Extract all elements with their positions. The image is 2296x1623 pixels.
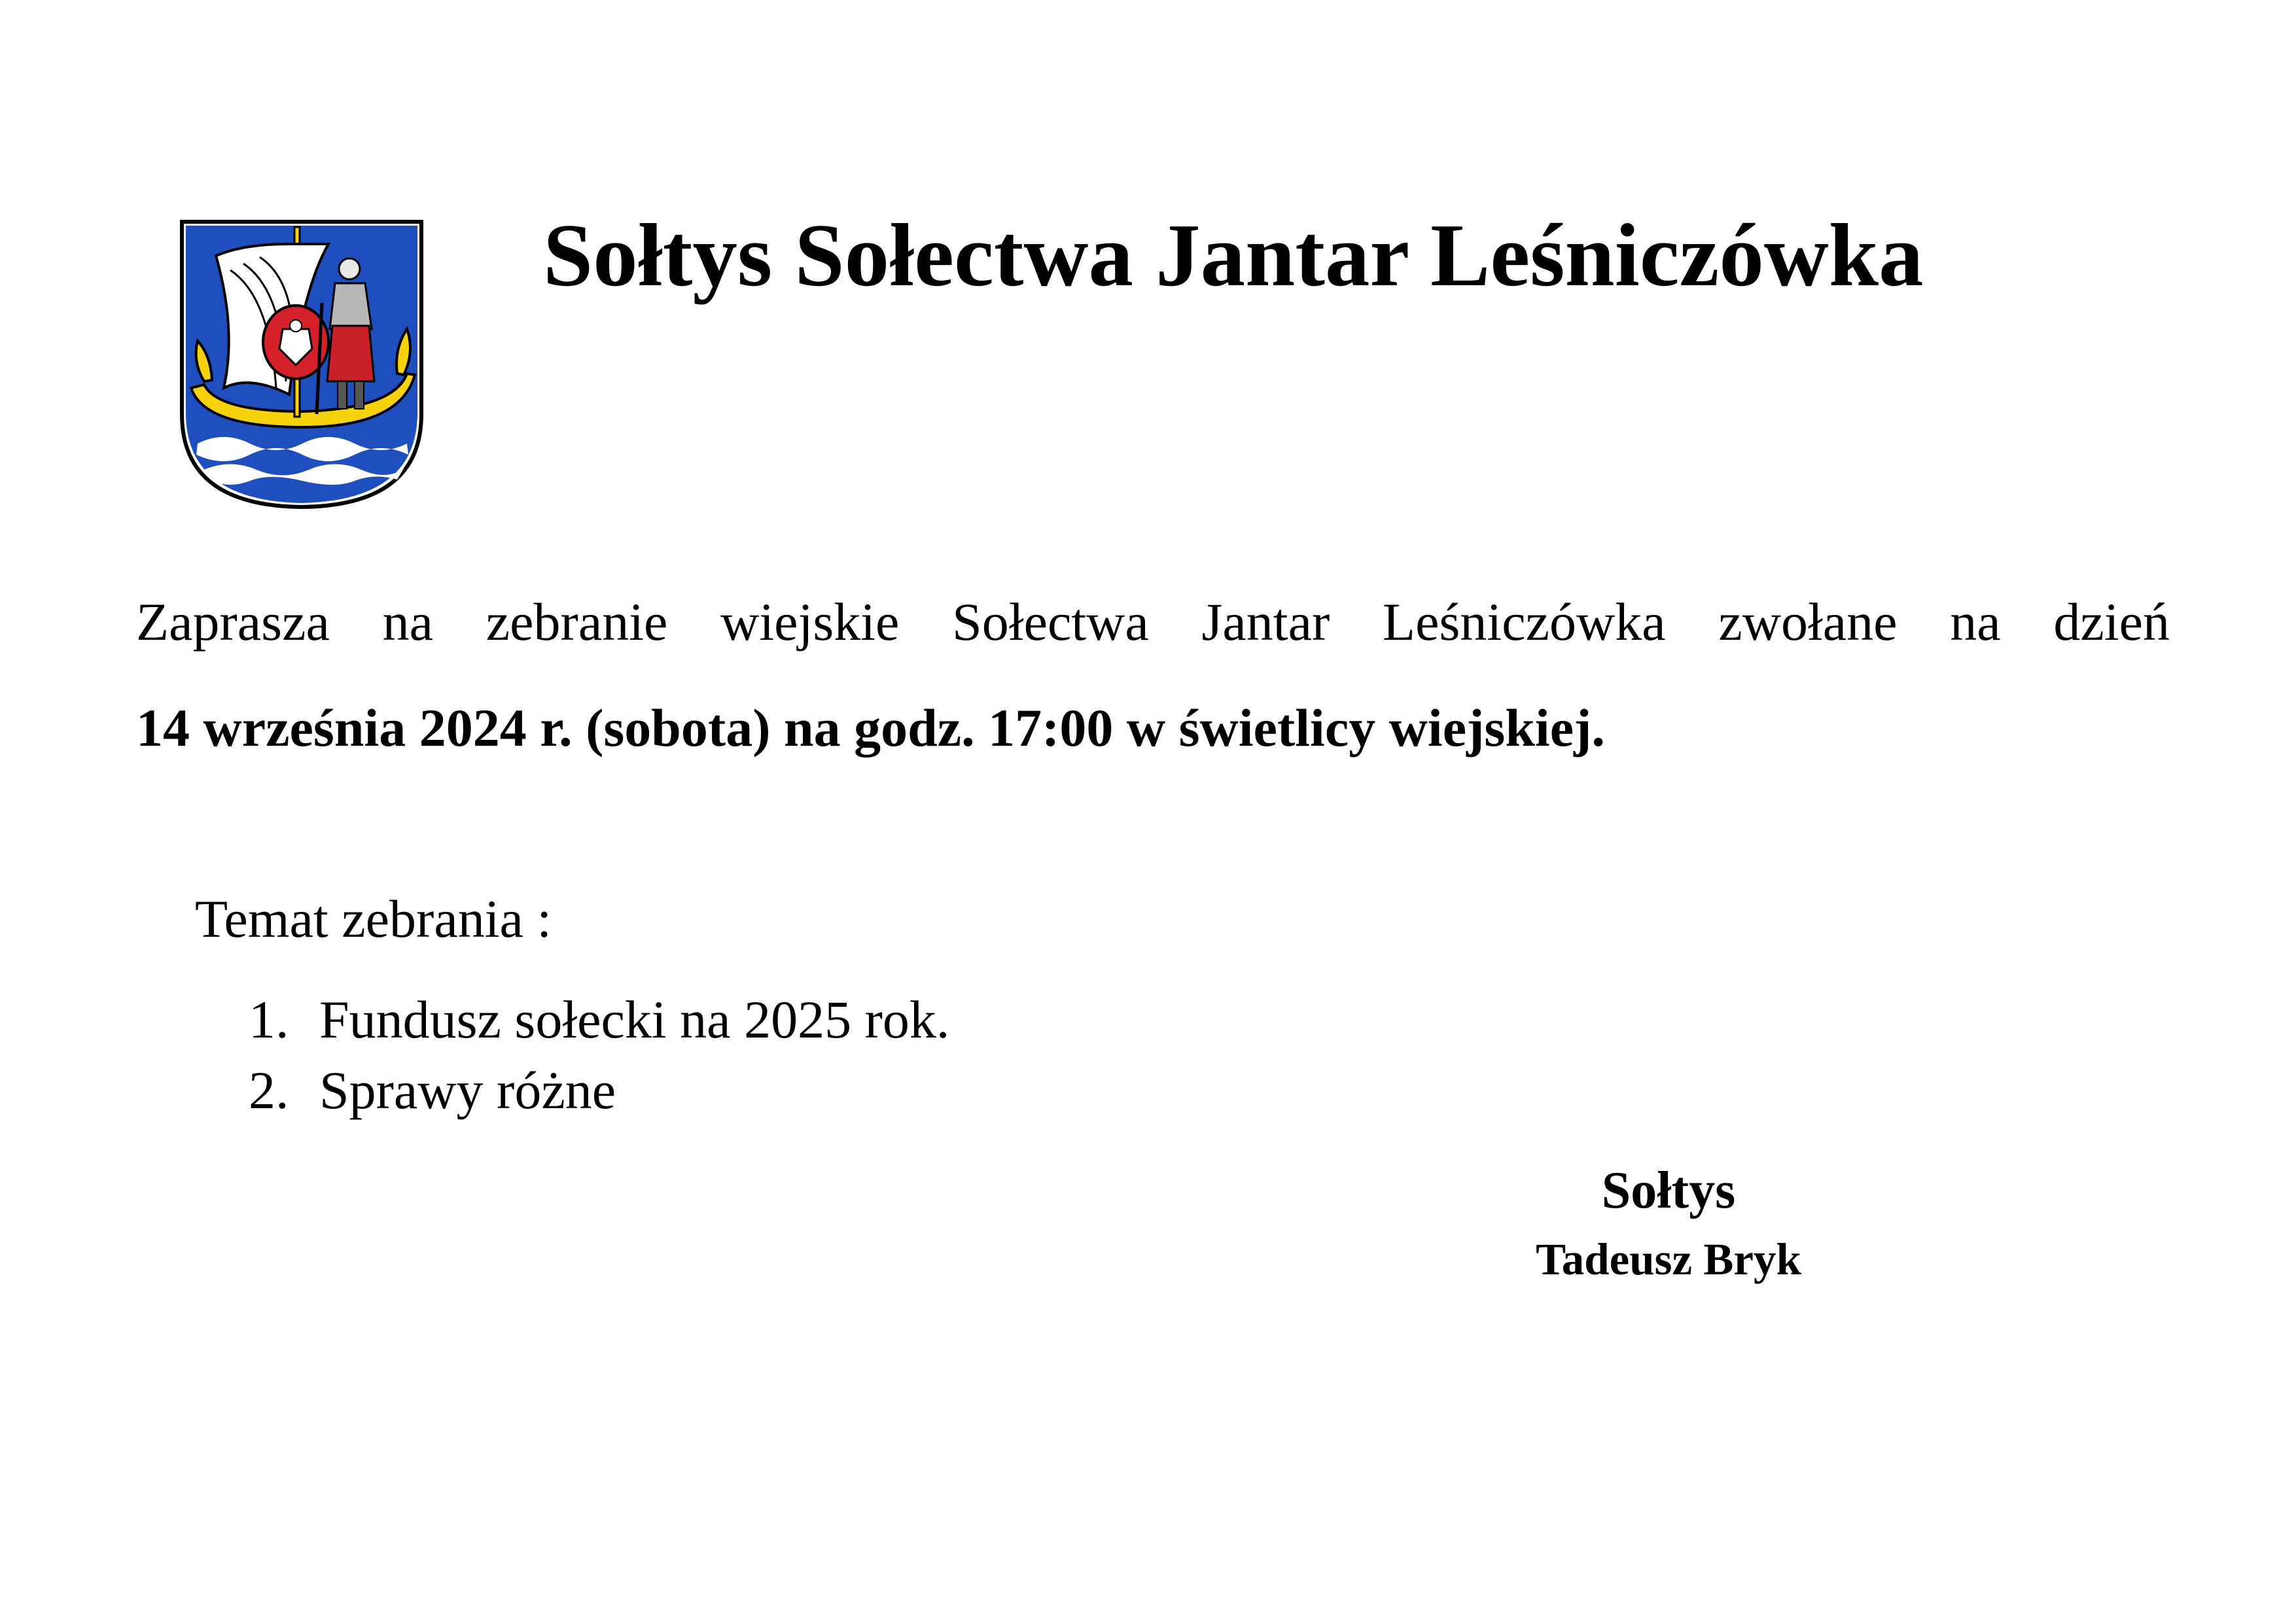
list-item [249,985,949,1055]
invitation-line-1: Zaprasza na zebranie wiejskie Sołectwa Jantar Leśniczówka zwołane na dzień [136,592,2170,652]
signature-name: Tadeusz Bryk [1536,1234,1801,1284]
list-item [249,1055,949,1126]
agenda-item-text: Fundusz sołecki na 2025 rok. [319,990,950,1049]
agenda-list [249,985,949,1126]
agenda-item-number: 2. [249,1060,289,1120]
agenda-item-text: Sprawy różne [319,1060,616,1120]
signature-role: Sołtys [1601,1162,1736,1219]
document-title: Sołtys Sołectwa Jantar Leśniczówka [543,205,1924,305]
agenda-item-number: 1. [249,990,289,1049]
signature-block [1505,1155,1832,1292]
invitation-text [136,569,2170,781]
coat-of-arms-image [178,218,425,511]
invitation-date-location: 14 września 2024 r. (sobota) na godz. 17:00 w świetlicy wiejskiej. [136,698,1605,758]
meeting-topic-label: Temat zebrania : [195,889,552,949]
coat-of-arms-icon [178,218,425,511]
